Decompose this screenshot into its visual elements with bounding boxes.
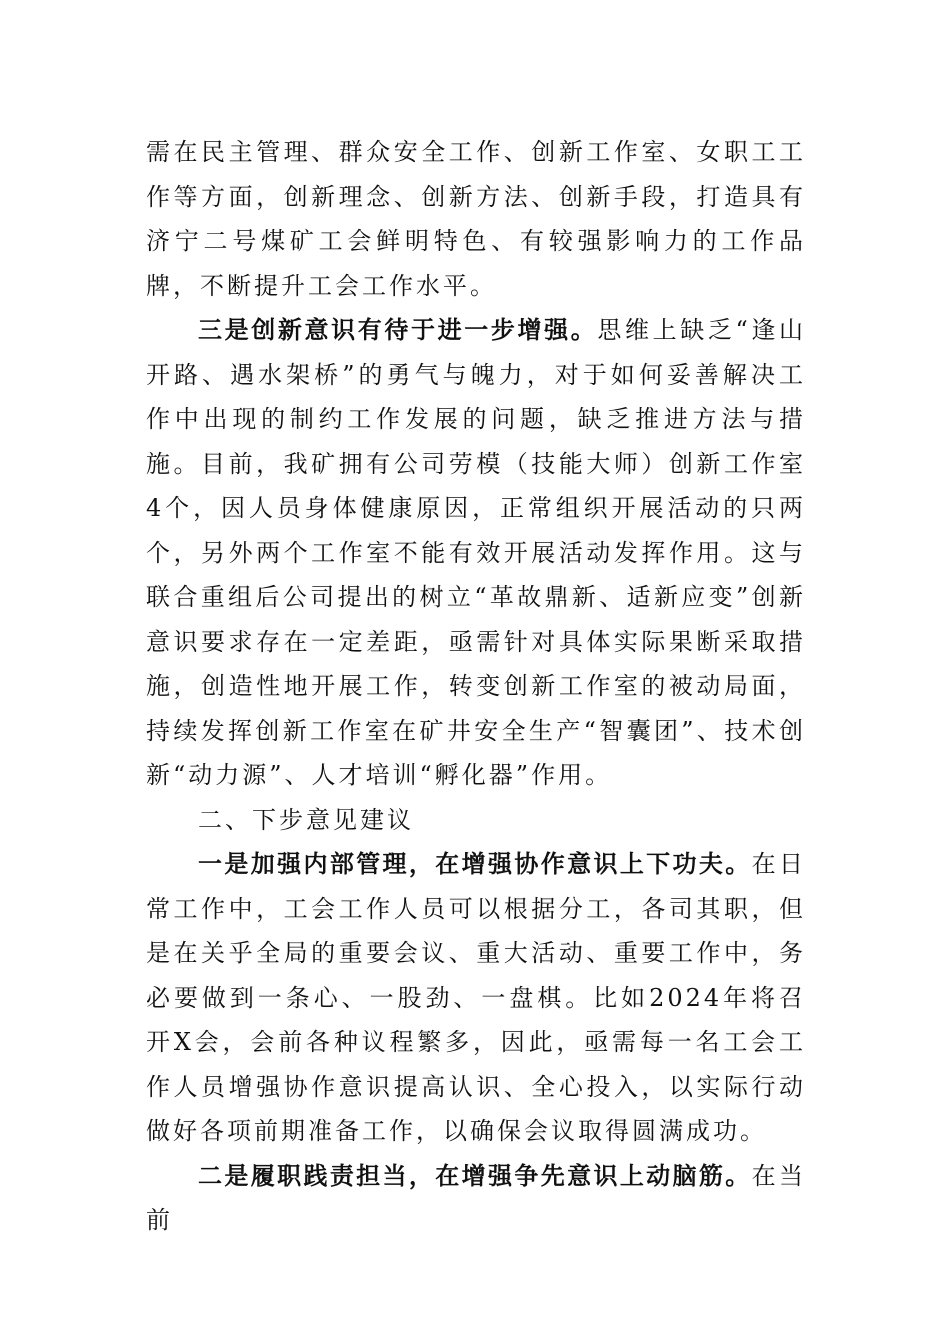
paragraph-lead: 一是加强内部管理，在增强协作意识上下功夫。 — [198, 849, 752, 878]
paragraph-responsibility — [146, 1154, 806, 1243]
paragraph-text: 思维上缺乏“逢山开路、遇水架桥”的勇气与魄力，对于如何妥善解决工作中出现的制约工作发展的问题，缺乏推进方法与措施。目前，我矿拥有公司劳模（技能大师）创新工作室4个，因人员身体健康原因，正常组织开展活动的只两个，另外两个工作室不能有效开展活动发挥作用。这与联合重组后公司提出的树立“革故鼎新、适新应变”创新意识要求存在一定差距，亟需针对具体实际果断采取措施，创造性地开展工作，转变创新工作室的被动局面，持续发挥创新工作室在矿井安全生产“智囊团”、技术创新“动力源”、人才培训“孵化器”作用。 — [146, 316, 806, 789]
section-heading: 二、下步意见建议 — [198, 805, 414, 834]
paragraph-text: 在当前 — [146, 1161, 807, 1234]
paragraph-lead: 三是创新意识有待于进一步增强。 — [198, 315, 598, 344]
paragraph-innovation-awareness — [146, 308, 806, 798]
document-body — [146, 130, 806, 1243]
paragraph-text: 需在民主管理、群众安全工作、创新工作室、女职工工作等方面，创新理念、创新方法、创新手段，打造具有济宁二号煤矿工会鲜明特色、有较强影响力的工作品牌，不断提升工会工作水平。 — [146, 138, 806, 300]
paragraph-text: 在日常工作中，工会工作人员可以根据分工，各司其职，但是在关乎全局的重要会议、重大活动、重要工作中，务必要做到一条心、一股劲、一盘棋。比如2024年将召开X会，会前各种议程繁多，因此，亟需每一名工会工作人员增强协作意识提高认识、全心投入，以实际行动做好各项前期准备工作，以确保会议取得圆满成功。 — [146, 850, 807, 1145]
paragraph-lead: 二是履职践责担当，在增强争先意识上动脑筋。 — [198, 1160, 752, 1190]
paragraph-continuation — [146, 130, 806, 308]
paragraph-internal-management — [146, 842, 806, 1154]
